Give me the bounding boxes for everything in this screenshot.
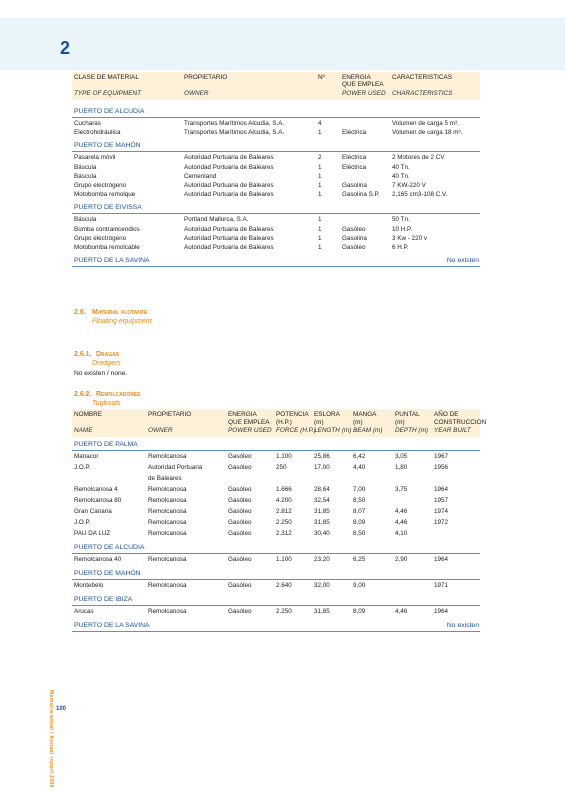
table-cell: 2 bbox=[318, 154, 322, 162]
table-cell: Autoridad Portuaria de Baleares bbox=[184, 225, 274, 233]
table-cell: Gasolina bbox=[342, 182, 367, 189]
table-cell: Remolcanosa 4 bbox=[74, 486, 118, 493]
table-cell: Transportes Marítimos Alcudia, S.A. bbox=[184, 129, 285, 137]
table2-header-en: LENGTH (m) bbox=[314, 427, 352, 434]
table-cell: Autoridad Portuaria de Baleares bbox=[184, 244, 274, 251]
section-rule bbox=[72, 450, 480, 451]
table-cell: Gasóleo bbox=[228, 608, 252, 615]
table2-header-es: (m) bbox=[353, 418, 363, 426]
table-cell: Autoridad Portuaria de Baleares bbox=[184, 182, 274, 189]
section-rule bbox=[72, 605, 480, 606]
table-cell: Gasóleo bbox=[228, 530, 252, 537]
table-cell: Gasóleo bbox=[228, 464, 252, 471]
table-cell: Remolcanosa bbox=[148, 608, 187, 615]
table-cell: Remolcanosa 80 bbox=[74, 497, 122, 504]
table-cell: Grupo electrógeno bbox=[74, 234, 127, 242]
table-cell: 1 bbox=[318, 163, 322, 171]
table-cell: 4.200 bbox=[276, 497, 292, 504]
table-cell: 1957 bbox=[434, 497, 449, 504]
table-cell: Gasóleo bbox=[228, 582, 252, 589]
table-cell: 10 H.P. bbox=[392, 225, 413, 233]
table2-header-es: ENERGIA bbox=[228, 411, 257, 418]
table-cell: 31,85 bbox=[314, 608, 330, 615]
table-cell: Gasolina bbox=[342, 234, 367, 242]
section-rule bbox=[72, 117, 480, 118]
table-cell: 2,165 cm3-108 C.V. bbox=[392, 191, 448, 199]
table-cell: 1 bbox=[318, 129, 322, 137]
table-cell: 6,25 bbox=[353, 556, 366, 563]
table-cell: Báscula bbox=[74, 163, 97, 171]
table-cell: Gasóleo bbox=[228, 508, 252, 515]
table-cell: Gasóleo bbox=[228, 497, 252, 504]
table-cell: 8,50 bbox=[353, 497, 366, 504]
table-cell: 50 Tn. bbox=[392, 216, 410, 224]
table-cell: Báscula bbox=[74, 172, 97, 180]
table-cell: 3,75 bbox=[395, 486, 408, 493]
section-rule bbox=[72, 579, 480, 580]
table-cell: Portland Mallorca, S.A. bbox=[184, 216, 249, 224]
table-cell: Cemenland bbox=[184, 172, 217, 180]
table-cell: 250 bbox=[276, 464, 287, 471]
table2-header-es: AÑO DE bbox=[434, 411, 459, 418]
section-heading: PUERTO DE IBIZA bbox=[74, 596, 133, 603]
table2-header-es: PROPIETARIO bbox=[148, 411, 192, 418]
table1-header-es: CLASE DE MATERIAL bbox=[74, 74, 139, 81]
table-cell: 1,80 bbox=[395, 464, 408, 471]
table-cell: Autoridad Portuaria de Baleares bbox=[184, 163, 274, 171]
section-rule bbox=[72, 151, 480, 152]
table-cell: Motobomba remolcable bbox=[74, 244, 140, 251]
table-cell: 32,00 bbox=[314, 582, 330, 589]
table-cell: 4,46 bbox=[395, 608, 408, 615]
table-cell: 1.100 bbox=[276, 453, 292, 460]
section-heading: PUERTO DE MAHÓN bbox=[74, 570, 141, 577]
table-cell: 1964 bbox=[434, 608, 449, 615]
table-cell: Volumen de carga 5 m³. bbox=[392, 120, 459, 127]
table2-header-en: FORCE (H.P.) bbox=[276, 427, 317, 434]
table-cell: Montebelo bbox=[74, 582, 104, 589]
table2-header-es: PUNTAL bbox=[395, 411, 420, 418]
section-subtitle: Floating equipment bbox=[92, 318, 152, 325]
table-cell: Autoridad Portuaria de Baleares bbox=[184, 234, 274, 242]
section-rule bbox=[72, 266, 480, 267]
section-heading: PUERTO DE ALCUDIA bbox=[74, 108, 145, 115]
section-heading: PUERTO DE LA SAVINA bbox=[74, 257, 150, 265]
table1-header-en: OWNER bbox=[184, 90, 209, 97]
table-cell: 25,86 bbox=[314, 453, 330, 460]
table-cell: Motobomba remolque bbox=[74, 191, 136, 199]
table-cell: 1972 bbox=[434, 519, 449, 526]
table-cell: 1 bbox=[318, 234, 322, 242]
table2-header-es: NOMBRE bbox=[74, 411, 103, 418]
table-cell: 4,10 bbox=[395, 530, 408, 537]
table-cell: 7,00 bbox=[353, 486, 366, 493]
section-rule bbox=[72, 213, 480, 214]
table-cell: Cucharas bbox=[74, 120, 101, 127]
table-cell: PAU DA LUZ bbox=[74, 530, 111, 537]
subsection-text: No existen / none. bbox=[74, 370, 128, 377]
table-cell: 1971 bbox=[434, 582, 449, 589]
table2-header-es: QUE EMPLEA bbox=[228, 418, 270, 426]
subsection-number: 2.6.2. bbox=[74, 391, 92, 398]
table-cell: Remolcanosa bbox=[148, 486, 187, 493]
table-cell: 17,00 bbox=[314, 464, 330, 471]
table-cell: 40 Tn. bbox=[392, 163, 410, 171]
table-cell: Pasarela móvil bbox=[74, 154, 116, 162]
table2-header-es: MANGA bbox=[353, 411, 377, 418]
table2-header-es: (m) bbox=[395, 418, 405, 426]
table-cell: 8,07 bbox=[353, 508, 366, 515]
table2-header-es: POTENCIA bbox=[276, 411, 309, 418]
table-cell: 1.666 bbox=[276, 486, 292, 493]
table-cell: 8,09 bbox=[353, 519, 366, 526]
table2-header-en: POWER USED bbox=[228, 427, 272, 434]
table-cell: Remolcanosa bbox=[148, 497, 187, 504]
table-cell: J.O.P. bbox=[74, 464, 91, 471]
table-cell: de Baleares bbox=[148, 475, 182, 482]
table1-header-es: PROPIETARIO bbox=[184, 74, 228, 81]
table2-header-es: CONSTRUCCION bbox=[434, 418, 487, 426]
table-cell: 32,54 bbox=[314, 497, 330, 504]
table-cell: 2.812 bbox=[276, 508, 292, 515]
table-cell: Báscula bbox=[74, 216, 97, 224]
table-cell: Eléctrica bbox=[342, 154, 367, 162]
table-cell: Gasóleo bbox=[228, 486, 252, 493]
table-cell: Gasolina S.P. bbox=[342, 191, 380, 199]
table1-header-es: QUE EMPLEA bbox=[342, 81, 384, 88]
table-cell: Autoridad Portuaria de Baleares bbox=[184, 191, 274, 199]
no-exist-label: No existen bbox=[446, 622, 479, 629]
table-cell: 2.312 bbox=[276, 530, 292, 537]
table-cell: 1964 bbox=[434, 486, 449, 493]
table-cell: Remolcanosa 40 bbox=[74, 556, 122, 563]
table-cell: 1.100 bbox=[276, 556, 292, 563]
table-cell: 1 bbox=[318, 225, 322, 233]
table-cell: Remolcanosa bbox=[148, 453, 187, 460]
table-cell: Remolcanosa bbox=[148, 508, 187, 515]
table-cell: Manacor bbox=[74, 453, 99, 460]
table-cell: 8,50 bbox=[353, 530, 366, 537]
table-cell: Bomba contraincendios bbox=[74, 225, 140, 233]
table-cell: 1956 bbox=[434, 464, 449, 471]
table-cell: 2.640 bbox=[276, 582, 292, 589]
table-cell: 28,64 bbox=[314, 486, 330, 493]
table1-header-en: POWER USED bbox=[342, 90, 386, 97]
table1-header-es: CARACTERISTICAS bbox=[392, 74, 453, 81]
no-exist-label: No existen bbox=[446, 257, 479, 265]
table-cell: 1 bbox=[318, 191, 322, 199]
table-cell: 1964 bbox=[434, 556, 449, 563]
table2-header-es: (H.P.) bbox=[276, 418, 292, 426]
page-number: 100 bbox=[56, 706, 67, 712]
table-cell: 1974 bbox=[434, 508, 449, 515]
table-cell: 2.250 bbox=[276, 519, 292, 526]
table-cell: J.O.P. bbox=[74, 519, 91, 526]
header-band bbox=[0, 18, 565, 70]
section-heading: PUERTO DE EIVISSA bbox=[74, 204, 142, 212]
table-cell: 31,85 bbox=[314, 508, 330, 515]
table2-header-en: YEAR BUILT bbox=[434, 427, 471, 434]
section-number: 2.6. bbox=[74, 309, 86, 316]
table-cell: 23,20 bbox=[314, 556, 330, 563]
chapter-number: 2 bbox=[60, 38, 71, 58]
section-heading: PUERTO DE PALMA bbox=[74, 441, 138, 448]
table-cell: Gasóleo bbox=[342, 225, 366, 233]
table-cell: 2.250 bbox=[276, 608, 292, 615]
table-cell: 4,46 bbox=[395, 519, 408, 526]
table-cell: 7 KW-220 V bbox=[392, 182, 426, 189]
subsection-title: Dragas bbox=[96, 351, 120, 358]
table-cell: 1 bbox=[318, 172, 322, 180]
section-heading: PUERTO DE MAHÓN bbox=[74, 142, 141, 150]
table1-header-es: ENERGIA bbox=[342, 74, 371, 81]
table-cell: 1 bbox=[318, 182, 322, 189]
table-cell: Gasóleo bbox=[228, 556, 252, 563]
table-cell: 3 Kw - 220 v bbox=[392, 234, 427, 242]
table-cell: 8,09 bbox=[353, 608, 366, 615]
table-cell: 4,40 bbox=[353, 464, 366, 471]
table2-header-en: OWNER bbox=[148, 427, 173, 434]
table-cell: 4 bbox=[318, 120, 322, 127]
table-cell: 6,42 bbox=[353, 453, 366, 460]
table-cell: Eléctrica bbox=[342, 129, 367, 137]
table2-header-en: NAME bbox=[74, 427, 93, 434]
table-cell: 3,05 bbox=[395, 453, 408, 460]
table-cell: Gran Canaria bbox=[74, 508, 112, 515]
table-cell: 4,46 bbox=[395, 508, 408, 515]
table2-header-es: (m) bbox=[314, 418, 324, 426]
table-cell: 31,85 bbox=[314, 519, 330, 526]
table-cell: Remolcanosa bbox=[148, 556, 187, 563]
section-heading: PUERTO DE LA SAVINA bbox=[74, 622, 150, 629]
table2-header-en: DEPTH (m) bbox=[395, 427, 429, 434]
table-cell: Gasóleo bbox=[228, 519, 252, 526]
table-cell: 30,40 bbox=[314, 530, 330, 537]
table-cell: 6 H.P. bbox=[392, 244, 409, 251]
table-cell: 2,90 bbox=[395, 556, 408, 563]
table-cell: 1 bbox=[318, 216, 322, 224]
table-cell: Arucas bbox=[74, 608, 94, 615]
table-cell: Gasóleo bbox=[342, 244, 366, 251]
table-cell: Electrohidráulica bbox=[74, 129, 121, 137]
table-cell: Remolcanosa bbox=[148, 582, 187, 589]
subsection-subtitle: Tugboats bbox=[92, 400, 121, 407]
table-cell: Grupo electrógeno bbox=[74, 182, 127, 189]
table-cell: 9,00 bbox=[353, 582, 366, 589]
table-cell: Eléctrica bbox=[342, 163, 367, 171]
table-cell: 40 Tn. bbox=[392, 172, 410, 180]
sidebar-text: Memoria anual / Annual report 2006 bbox=[48, 690, 54, 788]
table-cell: Transportes Marítimos Alcudia, S.A. bbox=[184, 120, 285, 127]
table-cell: 1 bbox=[318, 244, 322, 251]
table1-header-es: Nº bbox=[318, 74, 325, 81]
table1-header-en: TYPE OF EQUIPMENT bbox=[74, 90, 141, 97]
section-rule bbox=[72, 631, 480, 632]
table-cell: Volumen de carga 18 m³. bbox=[392, 129, 463, 137]
section-heading: PUERTO DE ALCUDIA bbox=[74, 544, 145, 551]
table-cell: 1967 bbox=[434, 453, 449, 460]
table-cell: 2 Motores de 2 CV bbox=[392, 154, 445, 162]
table2-header-es: ESLORA bbox=[314, 411, 340, 418]
section-title: Material flotante bbox=[92, 309, 148, 316]
table-cell: Remolcanosa bbox=[148, 530, 187, 537]
table2-header-en: BEAM (m) bbox=[353, 427, 383, 434]
table1-header-en: CHARACTERISTICS bbox=[392, 90, 453, 97]
subsection-title: Remolcadores bbox=[96, 391, 141, 398]
subsection-subtitle: Dredgers bbox=[92, 360, 121, 367]
section-rule bbox=[72, 553, 480, 554]
table-cell: Autoridad Portuaria de Baleares bbox=[184, 154, 274, 162]
table-cell: Remolcanosa bbox=[148, 519, 187, 526]
subsection-number: 2.6.1. bbox=[74, 351, 92, 358]
table-cell: Gasóleo bbox=[228, 453, 252, 460]
table-cell: Autoridad Portuaria bbox=[148, 464, 203, 471]
